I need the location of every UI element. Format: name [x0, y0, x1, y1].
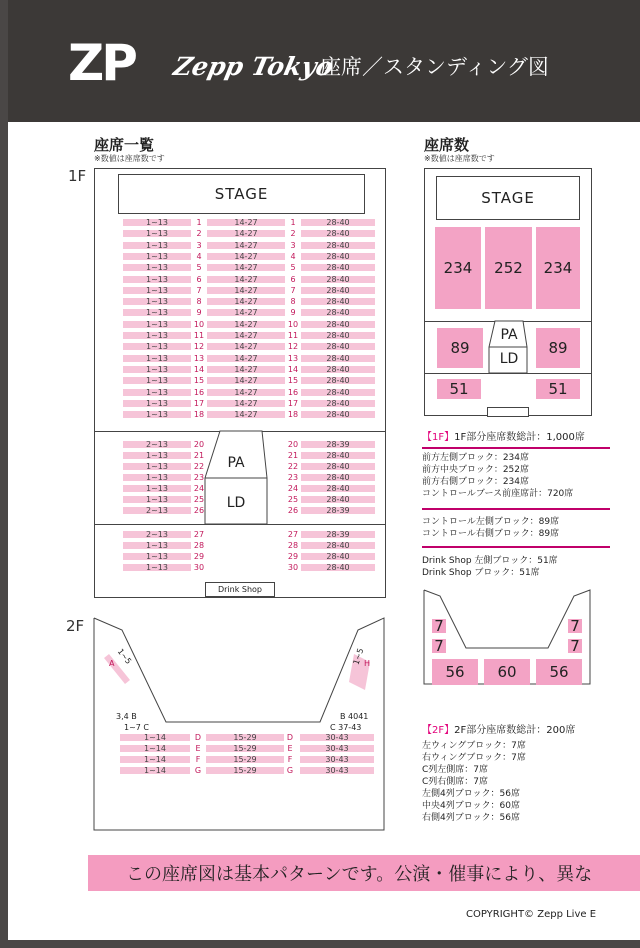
row-number: 3	[290, 240, 296, 250]
divider	[422, 508, 610, 510]
header-bar	[8, 0, 640, 122]
seat-count-title: 座席数	[424, 136, 470, 154]
wing-left-count: 7	[432, 619, 446, 633]
seat-range: 1~13	[123, 343, 191, 350]
info-2f-heading	[422, 725, 575, 737]
wing-a-label: A	[109, 659, 115, 668]
seat-range: 28-39	[301, 507, 375, 514]
row-number: 24	[287, 484, 299, 493]
seat-row	[94, 745, 384, 753]
seat-row	[95, 400, 385, 408]
info-1f-bracket: 【1F】	[422, 432, 455, 443]
row-number: 15	[287, 376, 299, 386]
info-line-text: 中央4列ブロック：60席	[422, 801, 520, 811]
seat-range: 1~13	[123, 411, 191, 418]
seat-range: 28-39	[301, 441, 375, 448]
row-number: 16	[287, 387, 299, 397]
divider	[425, 373, 591, 374]
seat-row	[95, 242, 385, 250]
seat-range: 14-27	[207, 287, 285, 294]
seat-range: 14-27	[207, 377, 285, 384]
info-1f-heading	[422, 432, 585, 444]
seat-range: 28-40	[301, 411, 375, 418]
divider	[95, 524, 385, 525]
seat-range: 28-40	[301, 242, 375, 249]
divider	[422, 546, 610, 548]
block-front-center: 252	[485, 227, 532, 309]
wing-right-count: 7	[568, 619, 582, 633]
row-number: 10	[193, 319, 205, 329]
seat-row	[95, 343, 385, 351]
seat-range: 30-43	[300, 745, 374, 752]
seat-range: 15-29	[206, 734, 284, 741]
wing-h-label: H	[364, 659, 371, 668]
info-line-text: Drink Shop 左側ブロック：51席	[422, 556, 558, 566]
pa-label: PA	[227, 455, 245, 471]
seat-range: 28-40	[301, 463, 375, 470]
seat-range: 14-27	[207, 321, 285, 328]
row-number: 13	[287, 353, 299, 363]
row-number: 22	[193, 462, 205, 471]
seat-row	[95, 321, 385, 329]
seat-range: 1~13	[123, 496, 191, 503]
c-left-count: 7	[432, 639, 446, 653]
seat-range: 1~13	[123, 474, 191, 481]
row-number: 9	[196, 308, 202, 318]
row-number: 29	[193, 552, 205, 561]
seat-row	[95, 411, 385, 419]
seat-range: 14-27	[207, 366, 285, 373]
seat-range: 1~13	[123, 287, 191, 294]
row-number: 15	[193, 376, 205, 386]
row-number: 28	[193, 541, 205, 550]
row-number: 23	[193, 473, 205, 482]
row-number: 13	[193, 353, 205, 363]
row-number: 11	[287, 331, 299, 340]
block-front-left: 234	[435, 227, 481, 309]
seat-row	[95, 264, 385, 272]
seat-range: 14-27	[207, 264, 285, 271]
row-number: 14	[287, 364, 299, 374]
row-number: 1	[290, 218, 296, 227]
seat-range: 28-40	[301, 474, 375, 481]
row-number: 9	[290, 308, 296, 318]
info-line-text: Drink Shop ブロック：51席	[422, 568, 540, 578]
2f-center-block: 60	[484, 659, 530, 685]
seat-range: 1~14	[120, 734, 190, 741]
stage-count: STAGE	[436, 176, 580, 220]
ld-count-label: LD	[499, 351, 519, 367]
row-number: 4	[196, 251, 202, 261]
info-line-text: C列左側席：7席	[422, 765, 489, 775]
row-number: 5	[196, 263, 202, 273]
seat-range: 28-40	[301, 542, 375, 549]
drink-shop-label: Drink Shop	[205, 582, 275, 597]
seat-range: 1~13	[123, 264, 191, 271]
seat-count-note: ※数値は座席数です	[424, 154, 495, 163]
seat-row	[95, 287, 385, 295]
row-number: E	[287, 744, 293, 753]
seat-range: 14-27	[207, 332, 285, 339]
seat-range: 2~13	[123, 441, 191, 448]
seat-row	[95, 332, 385, 340]
seat-row	[95, 230, 385, 238]
row-number: 6	[290, 274, 296, 284]
row-number: 12	[193, 342, 205, 352]
row-number: 8	[290, 297, 296, 307]
row-number: 30	[287, 563, 299, 572]
seat-range: 28-40	[301, 366, 375, 373]
seat-row	[95, 276, 385, 284]
seat-range: 2~13	[123, 531, 191, 538]
c-left-label: 1~7 C	[124, 723, 150, 732]
row-number: 8	[196, 297, 202, 307]
wing-a-range: 1~5	[115, 647, 134, 666]
row-number: 1	[196, 218, 202, 227]
wing-h-range: 1~5	[351, 647, 366, 666]
row-number: D	[194, 733, 202, 742]
seat-range: 1~14	[120, 745, 190, 752]
seat-range: 1~13	[123, 309, 191, 316]
row-number: 21	[193, 451, 205, 460]
seat-range: 2~13	[123, 507, 191, 514]
seat-range: 1~13	[123, 332, 191, 339]
row-number: 7	[196, 285, 202, 295]
seat-range: 14-27	[207, 389, 285, 396]
seat-range: 28-40	[301, 253, 375, 260]
row-number: 12	[287, 342, 299, 352]
seat-range: 1~13	[123, 253, 191, 260]
seat-range: 14-27	[207, 219, 285, 226]
zepp-tokyo-logo: Zepp Tokyo	[171, 52, 336, 81]
block-back-left: 51	[437, 379, 481, 399]
row-number: 26	[287, 506, 299, 515]
row-number: F	[195, 755, 201, 764]
row-number: 26	[193, 506, 205, 515]
seat-range: 1~13	[123, 485, 191, 492]
seat-range: 14-27	[207, 242, 285, 249]
row-number: F	[287, 755, 293, 764]
seat-range: 14-27	[207, 400, 285, 407]
seat-range: 28-40	[301, 343, 375, 350]
seat-range: 1~13	[123, 355, 191, 362]
row-number: 14	[193, 364, 205, 374]
row-number: 11	[193, 331, 205, 340]
row-number: 10	[287, 319, 299, 329]
row-number: 18	[287, 410, 299, 420]
seat-range: 1~14	[120, 767, 190, 774]
seat-range: 14-27	[207, 411, 285, 418]
info-line-text: 右ウィングブロック：7席	[422, 753, 526, 763]
seat-range: 28-40	[301, 377, 375, 384]
seat-range: 1~13	[123, 219, 191, 226]
row-number: 2	[196, 229, 202, 239]
info-1f-title: 1F部分座席数総計：1,000席	[454, 432, 585, 443]
seat-range: 1~13	[123, 230, 191, 237]
row-number: 16	[193, 387, 205, 397]
seat-row	[95, 542, 385, 550]
row-number: E	[195, 744, 201, 753]
seat-range: 1~14	[120, 756, 190, 763]
c-right-count: 7	[568, 639, 582, 653]
seat-range: 28-40	[301, 276, 375, 283]
floor-label-1f: 1F	[68, 167, 87, 185]
seat-range: 14-27	[207, 343, 285, 350]
row-number: D	[286, 733, 294, 742]
seat-range: 1~13	[123, 276, 191, 283]
info-line-text: 左ウィングブロック：7席	[422, 741, 526, 751]
pa-count-label: PA	[500, 327, 518, 343]
seat-range: 28-40	[301, 452, 375, 459]
seat-range: 28-40	[301, 230, 375, 237]
seat-range: 15-29	[206, 767, 284, 774]
seat-range: 30-43	[300, 767, 374, 774]
info-line-text: コントロールブース前座席計：720席	[422, 489, 574, 499]
seat-range: 28-40	[301, 564, 375, 571]
row-number: 22	[287, 462, 299, 471]
info-line-text: C列右側席：7席	[422, 777, 489, 787]
row-number: 7	[290, 285, 296, 295]
page	[8, 0, 640, 940]
b-right-label: B 4041	[340, 712, 369, 721]
seat-row	[95, 377, 385, 385]
seat-range: 1~13	[123, 463, 191, 470]
seat-range: 14-27	[207, 355, 285, 362]
ld-label: LD	[226, 495, 246, 511]
row-number: 20	[193, 440, 205, 449]
seat-range: 1~13	[123, 452, 191, 459]
block-control-left: 89	[437, 328, 483, 368]
block-back-right: 51	[536, 379, 580, 399]
row-number: 29	[287, 552, 299, 561]
row-number: 28	[287, 541, 299, 550]
row-number: 25	[287, 495, 299, 504]
seat-range: 28-39	[301, 531, 375, 538]
seat-range: 14-27	[207, 298, 285, 305]
seat-range: 28-40	[301, 355, 375, 362]
row-number: 23	[287, 473, 299, 482]
seat-range: 28-40	[301, 496, 375, 503]
notice-banner: この座席図は基本パターンです。公演・催事により、異な	[88, 855, 640, 891]
row-number: 17	[287, 398, 299, 408]
seat-range: 1~13	[123, 553, 191, 560]
seat-range: 15-29	[206, 756, 284, 763]
row-number: 3	[196, 240, 202, 250]
seat-range: 28-40	[301, 309, 375, 316]
seat-row	[95, 553, 385, 561]
row-number: 24	[193, 484, 205, 493]
floor-1f-map	[94, 168, 386, 598]
seat-range: 28-40	[301, 389, 375, 396]
seat-range: 28-40	[301, 264, 375, 271]
seat-range: 14-27	[207, 276, 285, 283]
seat-range: 28-40	[301, 321, 375, 328]
zp-logo: ZP	[68, 34, 135, 92]
seat-range: 15-29	[206, 745, 284, 752]
seat-range: 28-40	[301, 485, 375, 492]
block-control-right: 89	[536, 328, 580, 368]
info-line-text: 前方左側ブロック：234席	[422, 453, 529, 463]
floor-label-2f: 2F	[66, 617, 85, 635]
row-number: G	[194, 766, 202, 775]
info-line-text: コントロール右側ブロック：89席	[422, 529, 560, 539]
seat-range: 14-27	[207, 253, 285, 260]
seat-range: 28-40	[301, 287, 375, 294]
seat-row	[94, 734, 384, 742]
row-number: 5	[290, 263, 296, 273]
block-front-right: 234	[536, 227, 580, 309]
seat-row	[95, 219, 385, 227]
seat-range: 14-27	[207, 230, 285, 237]
seat-range: 1~13	[123, 389, 191, 396]
seat-range: 1~13	[123, 242, 191, 249]
seat-row	[94, 767, 384, 775]
seat-range: 30-43	[300, 756, 374, 763]
seat-range: 1~13	[123, 321, 191, 328]
row-number: 21	[287, 451, 299, 460]
seat-list-title: 座席一覧	[94, 136, 155, 154]
seat-row	[95, 389, 385, 397]
info-2f-title: 2F部分座席数総計：200席	[454, 725, 576, 736]
seat-range: 1~13	[123, 564, 191, 571]
row-number: 27	[287, 530, 299, 539]
drink-shop-count	[487, 407, 529, 417]
2f-left-block: 56	[432, 659, 478, 685]
seat-row	[95, 309, 385, 317]
row-number: 17	[193, 398, 205, 408]
row-number: 30	[193, 563, 205, 572]
seat-range: 28-40	[301, 332, 375, 339]
seat-range: 28-40	[301, 219, 375, 226]
info-line-text: 右側4列ブロック：56席	[422, 813, 520, 823]
seat-range: 1~13	[123, 542, 191, 549]
seat-row	[95, 531, 385, 539]
seat-range: 1~13	[123, 377, 191, 384]
stage-1f: STAGE	[118, 174, 365, 214]
info-line-text: 左側4列ブロック：56席	[422, 789, 520, 799]
info-line-text: 前方中央ブロック：252席	[422, 465, 529, 475]
seat-range: 28-40	[301, 298, 375, 305]
seat-row	[95, 366, 385, 374]
seat-row	[94, 756, 384, 764]
seat-range: 28-40	[301, 553, 375, 560]
row-number: 20	[287, 440, 299, 449]
divider	[422, 447, 610, 449]
info-2f-bracket: 【2F】	[422, 725, 455, 736]
seat-range: 1~13	[123, 400, 191, 407]
seat-range: 30-43	[300, 734, 374, 741]
b-left-label: 3,4 B	[116, 712, 137, 721]
seat-row	[95, 564, 385, 572]
info-line-text: 前方右側ブロック：234席	[422, 477, 529, 487]
seat-row	[95, 355, 385, 363]
seat-range: 28-40	[301, 400, 375, 407]
seat-range: 1~13	[123, 366, 191, 373]
row-number: 25	[193, 495, 205, 504]
2f-right-block: 56	[536, 659, 582, 685]
seat-row	[95, 253, 385, 261]
c-right-label: C 37-43	[330, 723, 362, 732]
row-number: 6	[196, 274, 202, 284]
row-number: 2	[290, 229, 296, 239]
floor-1f-count-map	[424, 168, 592, 416]
row-number: 27	[193, 530, 205, 539]
row-number: 18	[193, 410, 205, 420]
copyright: COPYRIGHT© Zepp Live E	[466, 909, 597, 920]
row-number: G	[286, 766, 294, 775]
seat-row	[95, 298, 385, 306]
info-line-text: コントロール左側ブロック：89席	[422, 517, 560, 527]
row-number: 4	[290, 251, 296, 261]
seat-list-note: ※数値は座席数です	[94, 154, 165, 163]
seat-range: 1~13	[123, 298, 191, 305]
page-title: 座席／スタンディング図	[320, 55, 549, 79]
seat-range: 14-27	[207, 309, 285, 316]
